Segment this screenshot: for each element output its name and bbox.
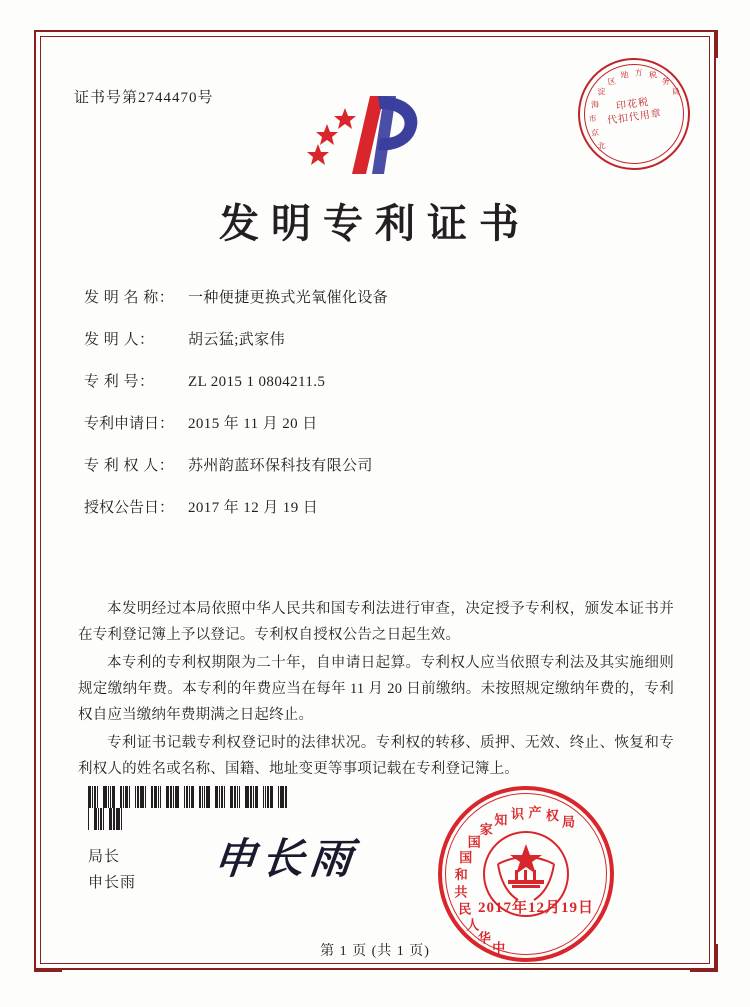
body-paragraph-3: 专利证书记载专利权登记时的法律状况。专利权的转移、质押、无效、终止、恢复和专利权人的姓名或名称、国籍、地址变更等事项记载在专利登记簿上。 [78,735,674,777]
page-footer: 第 1 页 (共 1 页) [320,944,430,959]
field-label: 专利申请日： [84,416,175,432]
field-label: 授权公告日： [84,500,175,516]
field-grant-announcement-date [84,498,664,518]
field-value: ZL 2015 1 0804211.5 [188,374,326,390]
body-paragraph-1: 本发明经过本局依照中华人民共和国专利法进行审查，决定授予专利权，颁发本证书并在专利登记簿上予以登记。专利权自授权公告之日起生效。 [78,601,674,643]
barcode [88,786,288,808]
field-label: 专 利 号： [84,374,155,390]
field-application-date [84,414,664,434]
tax-stamp [571,51,697,177]
field-value: 一种便捷更换式光氧催化设备 [188,290,389,306]
field-patentee [84,456,664,476]
field-value: 苏州韵蓝环保科技有限公司 [188,458,373,474]
handwritten-signature: 申长雨 [211,837,361,883]
body-paragraph-2: 本专利的专利权期限为二十年，自申请日起算。专利权人应当依照专利法及其实施细则规定缴纳年费。本专利的年费应当在每年 11 月 20 日前缴纳。未按照规定缴纳年费的，专利权自应当缴纳年费期满之日起终止。 [78,655,674,723]
seal-date: 2017年12月19日 [478,900,595,916]
field-label: 专 利 权 人： [84,458,175,474]
field-patent-number [84,372,664,392]
official-seal [438,786,614,962]
page-title: 发明专利证书 [219,201,531,246]
field-label: 发 明 名 称： [84,290,175,306]
field-value: 2017 年 12 月 19 日 [188,500,319,516]
director-title-label: 局长 [88,849,121,865]
director-name: 申长雨 [88,875,137,891]
field-value: 2015 年 11 月 20 日 [188,416,318,432]
certificate-number: 证书号第2744470号 [74,90,214,106]
cnipa-logo-icon [300,82,430,192]
field-inventor [84,330,664,350]
field-list [84,288,664,540]
tax-stamp-line-1: 印花税 [615,96,650,113]
field-value: 胡云猛;武家伟 [188,332,285,348]
field-label: 发 明 人： [84,332,155,348]
tax-stamp-arc-text: 北 京 市 海 淀 区 地 方 税 务 局 [588,67,681,151]
seal-arc-text: 中 华 人 民 共 和 国 国 家 知 识 产 权 局 [454,805,576,956]
corner-ornament-top-left [34,30,62,58]
corner-ornament-top-right [690,30,718,58]
tax-stamp-line-2: 代扣代用章 [606,108,663,127]
body-text [78,596,674,784]
field-invention-name [84,288,664,308]
signature-block [88,844,136,896]
